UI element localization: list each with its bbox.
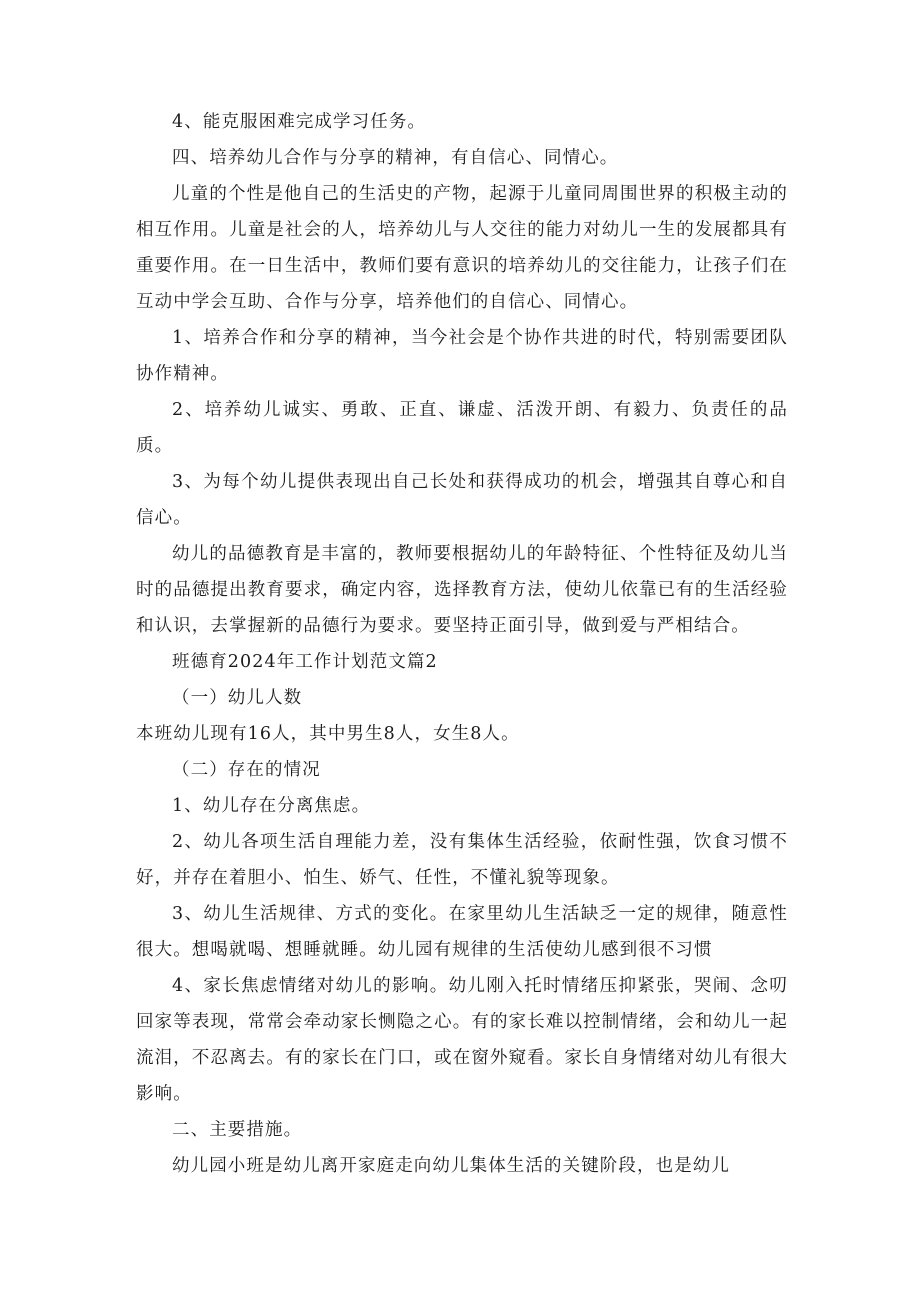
section-heading-main-measures: 二、主要措施。 — [172, 1120, 303, 1140]
section-heading-four: 四、培养幼儿合作与分享的精神，有自信心、同情心。 — [172, 148, 619, 168]
paragraph-situation-4: 4、家长焦虑情绪对幼儿的影响。幼儿刚入托时情绪压抑紧张，哭闹、念叨回家等表现，常常会牵动家长恻隐之心。有的家长难以控制情绪，会和幼儿一起流泪，不忍离去。有的家长在门口，或在窗外窥看。家长自身情绪对幼儿有很大影响。 — [136, 976, 788, 1104]
article-title-part-2: 班德育2024年工作计划范文篇2 — [172, 652, 438, 672]
paragraph-child-personality: 儿童的个性是他自己的生活史的产物，起源于儿童同周围世界的积极主动的相互作用。儿童是社会的人，培养幼儿与人交往的能力对幼儿一生的发展都具有重要作用。在一日生活中，教师们要有意识的培养幼儿的交往能力，让孩子们在互动中学会互助、合作与分享，培养他们的自信心、同情心。 — [136, 184, 788, 312]
paragraph-item-2-character: 2、培养幼儿诚实、勇敢、正直、谦虚、活泼开朗、有毅力、负责任的品质。 — [136, 400, 788, 456]
paragraph-item-3-confidence: 3、为每个幼儿提供表现出自己长处和获得成功的机会，增强其自尊心和自信心。 — [136, 472, 788, 528]
subheading-existing-situation: （二）存在的情况 — [172, 760, 321, 780]
paragraph-situation-2: 2、幼儿各项生活自理能力差，没有集体生活经验，依耐性强，饮食习惯不好，并存在着胆小、怕生、娇气、任性，不懂礼貌等现象。 — [136, 832, 788, 888]
paragraph-kindergarten-stage: 幼儿园小班是幼儿离开家庭走向幼儿集体生活的关键阶段，也是幼儿 — [172, 1156, 730, 1176]
paragraph-child-count: 本班幼儿现有16人，其中男生8人，女生8人。 — [136, 724, 520, 744]
subheading-child-count: （一）幼儿人数 — [172, 688, 303, 708]
paragraph-item-1-cooperation: 1、培养合作和分享的精神，当今社会是个协作共进的时代，特别需要团队协作精神。 — [136, 328, 788, 384]
paragraph-situation-1: 1、幼儿存在分离焦虑。 — [172, 796, 371, 816]
paragraph-goal-4: 4、能克服困难完成学习任务。 — [172, 112, 427, 132]
paragraph-moral-education: 幼儿的品德教育是丰富的，教师要根据幼儿的年龄特征、个性特征及幼儿当时的品德提出教育要求，确定内容，选择教育方法，使幼儿依靠已有的生活经验和认识，去掌握新的品德行为要求。要坚持正面引导，做到爱与严相结合。 — [136, 544, 788, 636]
paragraph-situation-3: 3、幼儿生活规律、方式的变化。在家里幼儿生活缺乏一定的规律，随意性很大。想喝就喝、想睡就睡。幼儿园有规律的生活使幼儿感到很不习惯 — [136, 904, 788, 960]
